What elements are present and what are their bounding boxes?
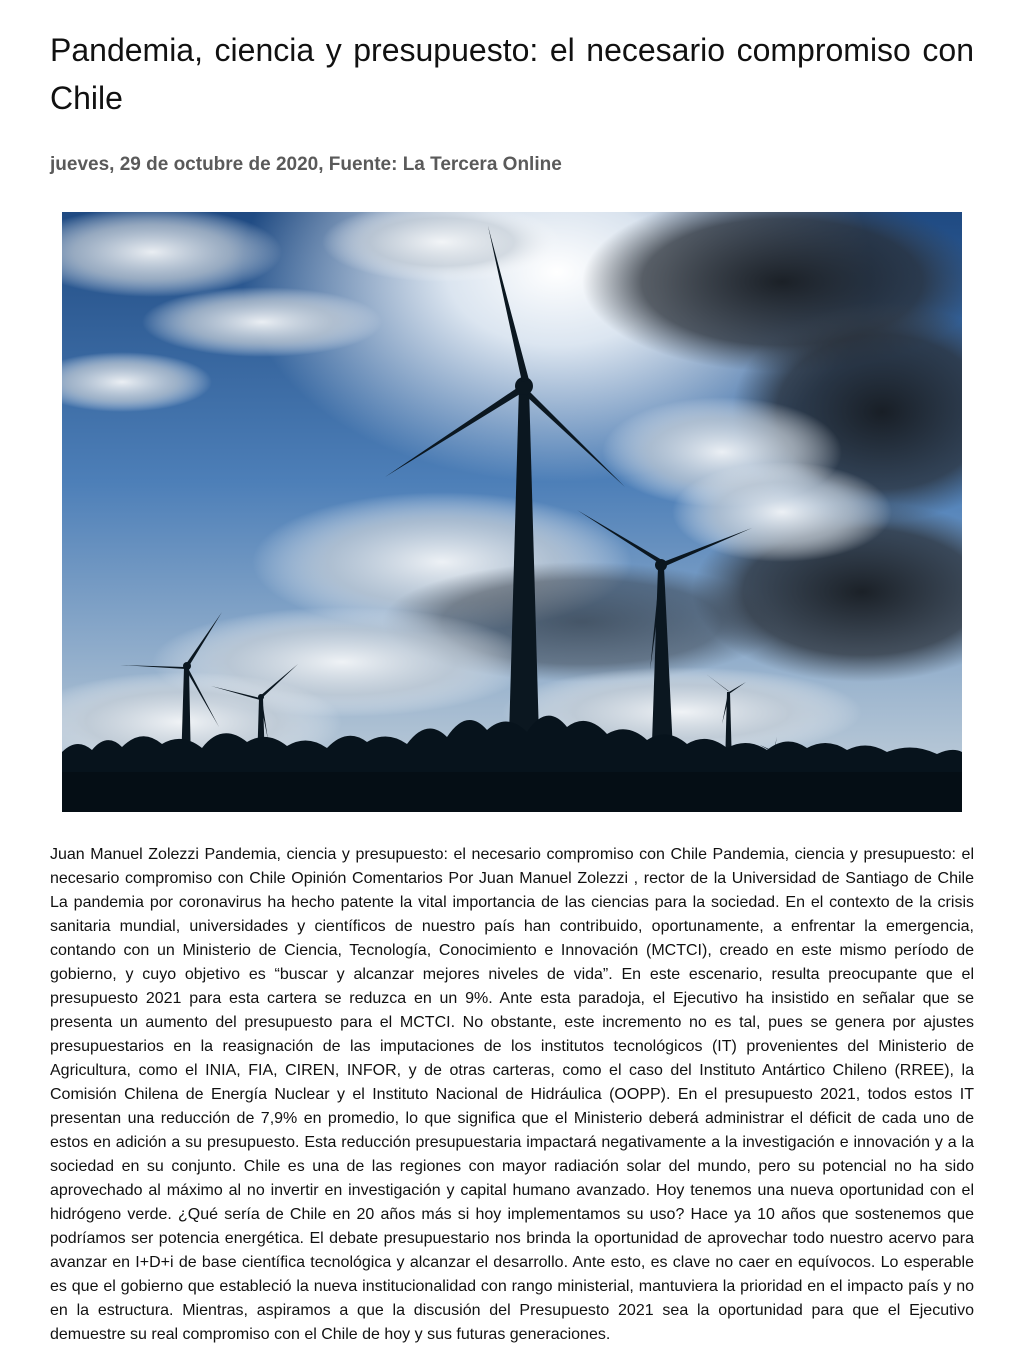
article-body: Juan Manuel Zolezzi Pandemia, ciencia y presupuesto: el necesario compromiso con Chile Pandemia, ciencia y presupuesto: el necesario compromiso con Chile Opinión Comentarios Por Juan Manuel Zolezzi , rector de la Universidad de Santiago de Chile La pandemia por coronavirus ha hecho patente la vital importancia de las ciencias para la sociedad. En el contexto de la crisis sanitaria mundial, universidades y científicos de nuestro país han contribuido, oportunamente, a enfrentar la emergencia, contando con un Ministerio de Ciencia, Tecnología, Conocimiento e Innovación (MCTCI), creado en este mismo período de gobierno, y cuyo objetivo es “buscar y alcanzar mejores niveles de vida”. En este escenario, resulta preocupante que el presupuesto 2021 para esta cartera se reduzca en un 9%. Ante esta paradoja, el Ejecutivo ha insistido en señalar que se presenta un aumento del presupuesto para el MCTCI. No obstante, este incremento no es tal, pues se genera por ajustes presupuestarios en la reasignación de las imputaciones de los institutos tecnológicos (IT) provenientes del Ministerio de Agricultura, como el INIA, FIA, CIREN, INFOR, y de otras carteras, como el caso del Instituto Antártico Chileno (RREE), la Comisión Chilena de Energía Nuclear y el Instituto Nacional de Hidráulica (OOPP). En el presupuesto 2021, todos estos IT presentan una reducción de 7,9% en promedio, lo que significa que el Ministerio deberá administrar el déficit de cada uno de estos en adición a su presupuesto. Esta reducción presupuestaria impactará negativamente a la investigación e innovación y a la sociedad en su conjunto. Chile es una de las regiones con mayor radiación solar del mundo, pero su potencial no ha sido aprovechado al máximo al no invertir en investigación y capital humano avanzado. Hoy tenemos una nueva oportunidad con el hidrógeno verde. ¿Qué sería de Chile en 20 años más si hoy implementamos su uso? Hace ya 10 años que sostenemos que podríamos ser potencia energética. El debate presupuestario nos brinda la oportunidad de aprovechar todo nuestro acervo para avanzar en I+D+i de base científica tecnológica y alcanzar el desarrollo. Ante esto, es clave no caer en equívocos. Lo esperable es que el gobierno que estableció la nueva institucionalidad con rango ministerial, mantuviera la prioridad en el impacto país y no en la estructura. Mientras, aspiramos a que la discusión del Presupuesto 2021 sea la oportunidad para que el Ejecutivo demuestre su real compromiso con el Chile de hoy y sus futuras generaciones. xyxy=(50,846,974,1343)
wind-turbines-photo xyxy=(62,212,962,812)
article-title: Pandemia, ciencia y presupuesto: el necesario compromiso con Chile xyxy=(50,32,974,116)
article-meta: jueves, 29 de octubre de 2020, Fuente: La Tercera Online xyxy=(50,154,562,175)
wind-turbines-illustration xyxy=(62,212,962,812)
article xyxy=(50,0,974,1343)
